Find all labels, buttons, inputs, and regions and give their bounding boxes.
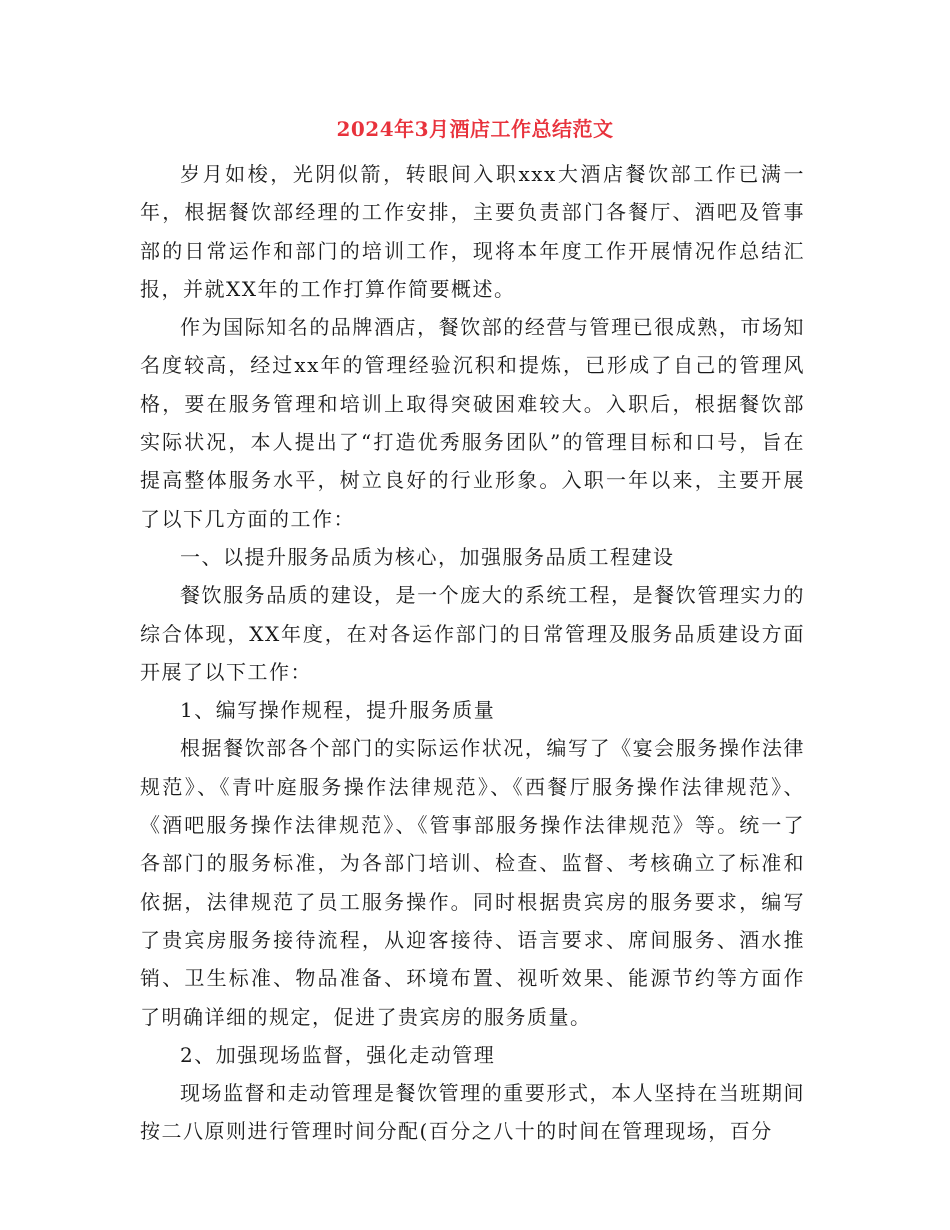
document-title: 2024年3月酒店工作总结范文 bbox=[336, 117, 614, 141]
subheading-1: 1、编写操作规程，提升服务质量 bbox=[180, 698, 496, 723]
paragraph-operating-procedures: 根据餐饮部各个部门的实际运作状况，编写了《宴会服务操作法律规范》、《青叶庭服务操作法律规范》、《西餐厅服务操作法律规范》、《酒吧服务操作法律规范》、《管事部服务操作法律规范》等。统一了各部门的服务标准，为各部门培训、检查、监督、考核确立了标准和依据，法律规范了员工服务操作。同时根据贵宾房的服务要求，编写了贵宾房服务接待流程，从迎客接待、语言要求、席间服务、酒水推销、卫生标准、物品准备、环境布置、视听效果、能源节约等方面作了明确详细的规定，促进了贵宾房的服务质量。 bbox=[140, 736, 805, 1029]
paragraph-intro: 岁月如梭，光阴似箭，转眼间入职xxx大酒店餐饮部工作已满一年，根据餐饮部经理的工作安排，主要负责部门各餐厅、酒吧及管事部的日常运作和部门的培训工作，现将本年度工作开展情况作总结汇报，并就XX年的工作打算作简要概述。 bbox=[140, 162, 805, 301]
paragraph-background: 作为国际知名的品牌酒店，餐饮部的经营与管理已很成熟，市场知名度较高，经过xx年的管理经验沉积和提炼，已形成了自己的管理风格，要在服务管理和培训上取得突破困难较大。入职后，根据餐饮部实际状况，本人提出了“打造优秀服务团队”的管理目标和口号，旨在提高整体服务水平，树立良好的行业形象。入职一年以来，主要开展了以下几方面的工作： bbox=[140, 315, 805, 531]
section-heading-1: 一、以提升服务品质为核心，加强服务品质工程建设 bbox=[180, 544, 675, 569]
document-body bbox=[140, 155, 805, 1151]
paragraph-onsite-supervision: 现场监督和走动管理是餐饮管理的重要形式，本人坚持在当班期间按二八原则进行管理时间分配(百分之八十的时间在管理现场，百分 bbox=[140, 1081, 805, 1144]
subheading-2: 2、加强现场监督，强化走动管理 bbox=[180, 1042, 496, 1067]
paragraph-section-1-intro: 餐饮服务品质的建设，是一个庞大的系统工程，是餐饮管理实力的综合体现，XX年度，在对各运作部门的日常管理及服务品质建设方面开展了以下工作： bbox=[140, 583, 805, 684]
